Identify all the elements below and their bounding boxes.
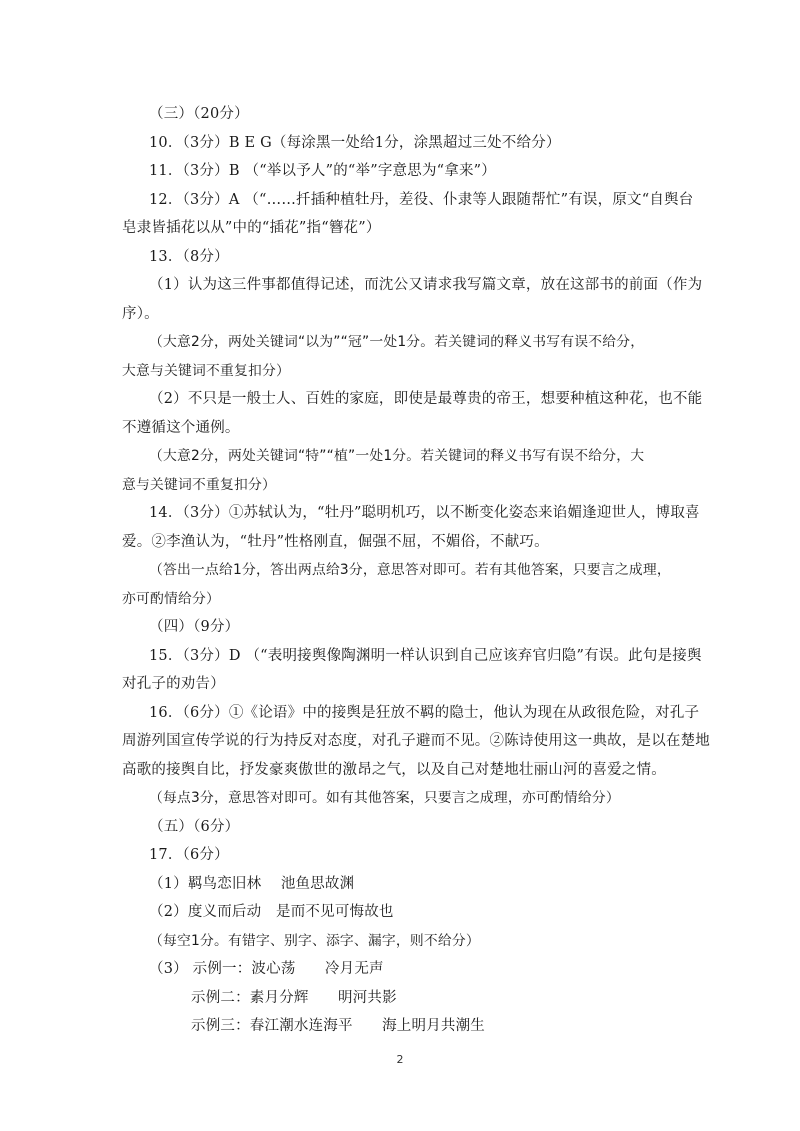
answer-11: 11．（3分）B （“举以予人”的“举”字意思为“拿来”） [149, 163, 496, 179]
section-heading-three: （三）（20分） [149, 106, 249, 122]
answer-15-line-2: 对孔子的劝告） [122, 676, 225, 692]
section-heading-five: （五）（6分） [149, 819, 240, 835]
answer-16-line-3: 高歌的接舆自比，抒发豪爽傲世的激昂之气，以及自己对楚地壮丽山河的喜爱之情。 [122, 762, 666, 778]
answer-10: 10．（3分）B E G（每涂黑一处给1分，涂黑超过三处不给分） [149, 135, 561, 151]
answer-13-heading: 13．（8分） [149, 249, 229, 265]
answer-13-1-note-line-2: 大意与关键词不重复扣分） [122, 363, 290, 379]
answer-15-line-1: 15．（3分）D （“表明接舆像陶渊明一样认识到自己应该弃官归隐”有误。此句是接舆 [149, 648, 702, 664]
answer-13-2-line-1: （2）不只是一般士人、百姓的家庭，即使是最尊贵的帝王，想要种植这种花，也不能 [149, 391, 703, 407]
answer-14-note-line-1: （答出一点给1分，答出两点给3分，意思答对即可。若有其他答案，只要言之成理， [149, 562, 671, 578]
answer-17-heading: 17．（6分） [149, 847, 229, 863]
answer-17-3-example-1: （3） 示例一：波心荡 冷月无声 [149, 961, 384, 977]
answer-17-2: （2）度义而后动 是而不见可悔故也 [149, 904, 394, 920]
section-heading-four: （四）（9分） [149, 619, 240, 635]
answer-13-1-note-line-1: （大意2分，两处关键词“以为”“冠”一处1分。若关键词的释义书写有误不给分， [149, 334, 645, 350]
answer-13-2-line-2: 不遵循这个通例。 [122, 420, 240, 436]
answer-13-1-line-2: 序）。 [122, 306, 159, 322]
answer-12-line-1: 12．（3分）A （“……扦插种植牡丹，差役、仆隶等人跟随帮忙”有误，原文“自舆台 [149, 192, 694, 208]
answer-12-line-2: 皂隶皆插花以从”中的“插花”指“簪花”） [122, 220, 381, 236]
answer-16-note: （每点3分，意思答对即可。如有其他答案，只要言之成理，亦可酌情给分） [149, 790, 620, 806]
answer-13-2-note-line-2: 意与关键词不重复扣分） [122, 477, 276, 493]
answer-16-line-2: 周游列国宣传学说的行为持反对态度，对孔子避而不见。②陈诗使用这一典故，是以在楚地 [122, 733, 710, 749]
answer-16-line-1: 16．（6分）①《论语》中的接舆是狂放不羁的隐士，他认为现在从政很危险，对孔子 [149, 705, 700, 721]
answer-14-line-2: 爱。②李渔认为，“牡丹”性格刚直，倔强不屈，不媚俗，不献巧。 [122, 534, 549, 550]
answer-17-note: （每空1分。有错字、别字、添字、漏字，则不给分） [149, 933, 480, 949]
answer-13-2-note-line-1: （大意2分，两处关键词“特”“植”一处1分。若关键词的释义书写有误不给分，大 [149, 448, 645, 464]
answer-14-line-1: 14．（3分）①苏轼认为，“牡丹”聪明机巧，以不断变化姿态来谄媚逢迎世人，博取喜 [149, 505, 700, 521]
answer-17-1: （1）羁鸟恋旧林 池鱼思故渊 [149, 876, 355, 892]
answer-17-3-example-2: 示例二：素月分辉 明河共影 [191, 990, 397, 1006]
answer-17-3-example-3: 示例三：春江潮水连海平 海上明月共潮生 [191, 1018, 485, 1034]
answer-13-1-line-1: （1）认为这三件事都值得记述，而沈公又请求我写篇文章，放在这部书的前面（作为 [149, 277, 703, 293]
page-number: 2 [396, 1053, 404, 1066]
answer-14-note-line-2: 亦可酌情给分） [122, 591, 220, 607]
